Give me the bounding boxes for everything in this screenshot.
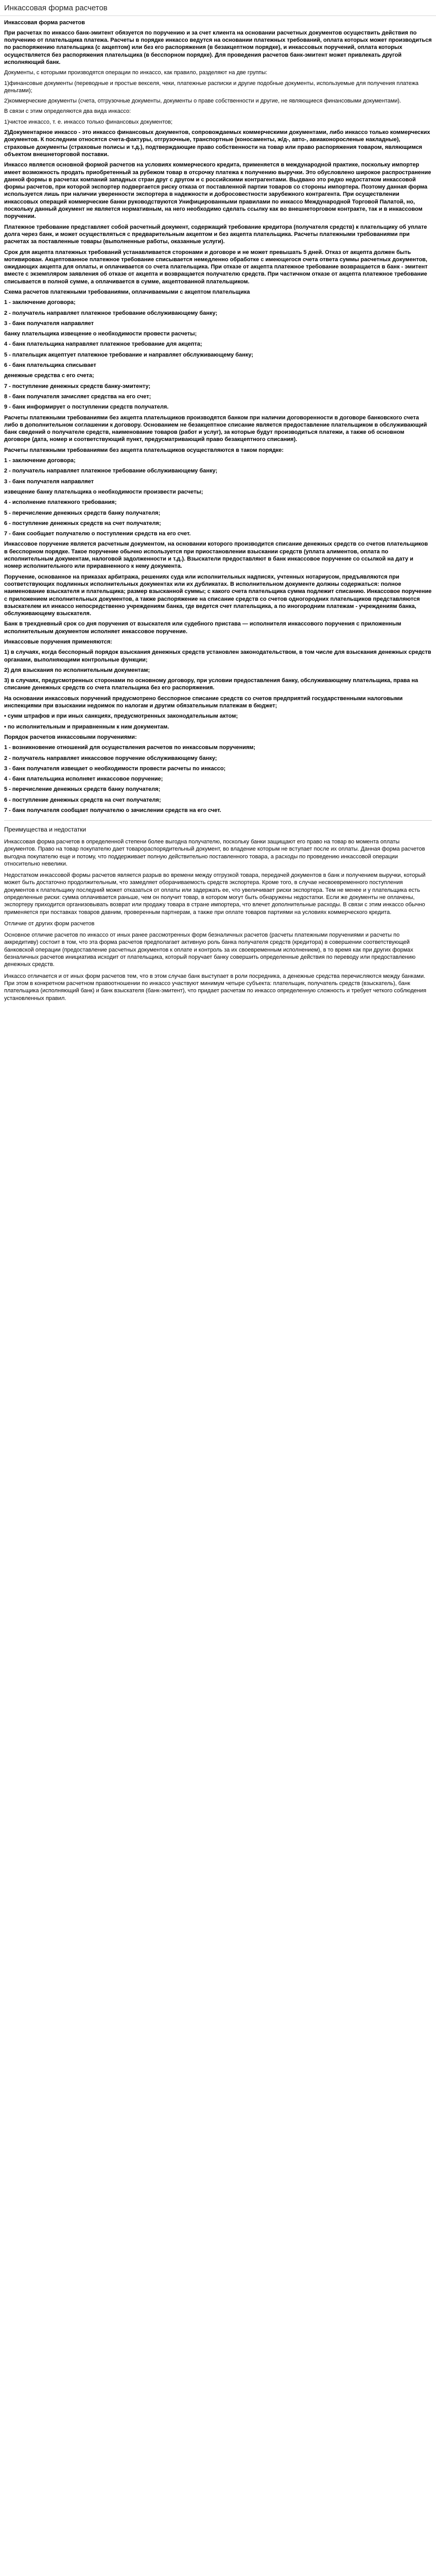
article-paragraph: 1 - заключение договора;: [4, 457, 76, 464]
article-paragraph: извещение банку плательщика о необходимости произвести расчеты;: [4, 488, 203, 495]
article-paragraph: 2 - получатель направляет инкассовое поручение обслуживающему банку;: [4, 755, 217, 761]
article-paragraph: Расчеты платежными требованиями без акцепта плательщиков осуществляются в таком порядке:: [4, 447, 284, 453]
article-body: [4, 19, 432, 815]
article-paragraph: 4 - банк плательщика направляет платежное требование для акцепта;: [4, 341, 202, 348]
article-paragraph: 3 - банк получателя направляет: [4, 478, 94, 485]
article-paragraph: 2)Документарное инкассо - это инкассо финансовых документов, сопровождаемых коммерческими документами, либо инкассо только коммерческих документов. К последним относятся счета-фактуры, отгрузочные, транспортные (коносаменты, ж/д-, авто-, авиаконоросленые накладные), страховые документы (страховые полисы и т.д.), подтверждающие право собственности на товар или право распоряжения товаром, являющимся объектом внешнеторговой поставки.: [4, 129, 430, 158]
article-paragraph: 3 - банк получателя направляет: [4, 320, 94, 327]
article-paragraph: Инкассовое поручение является расчетным документом, на основании которого производится списание денежных средств со счетов плательщиков в бесспорном порядке. Такое поручение обычно используется при приостановлении взыскании средств (уплата алиментов, оплата по исполнительным документам, налоговой задолженности и т.д.). Взыскатели предоставляют в банк инкассовое поручение со ссылкой на дату и номер исполнительного или приравненного к нему документа.: [4, 541, 428, 570]
article-paragraph: 6 - поступление денежных средств на счет получателя;: [4, 520, 161, 527]
pros-paragraph: Инкассовая форма расчетов в определенной степени более выгодна получателю, поскольку банки защищают его право на товар во момента оплаты документов. Право на товар покупателю дает товарораспорядительный документ, во владение которым не вступает после их оплаты. Данная форма расчетов выгодна покупателю еще и потому, что поддерживает полную действительно поставленного товара, а расходы по проведению инкассовой операции относительно невелики.: [4, 838, 425, 867]
article-paragraph: Срок для акцепта платежных требований устанавливается сторонами и договоре и не может превышать 5 дней. Отказ от акцепта должен быть мотивирован. Акцептованное платежное требование списывается немедленно обработке с имеющегося счета ответа суммы расчетных документов, ожидающих акцепта для оплаты, и оплачивается со счета плательщика. При отказе от акцепта платежное требование возвращается в банк - эмитент вместе с экземпляром заявления об отказе от акцепта и возвращается получателю средств. При частичном отказе от акцепта платежное требование списывается в полной сумме, а оплачивается в сумме, акцептованной плательщиком.: [4, 249, 428, 285]
article-paragraph: 8 - банк получателя зачисляет средства на его счет;: [4, 393, 151, 400]
page: [0, 0, 436, 1016]
pros-paragraph: Основное отличие расчетов по инкассо от иных ранее рассмотренных форм безналичных расчетов (расчеты платежными поручениями и расчеты по аккредитиву) состоит в том, что эта форма расчетов предполагает активную роль банка получателя средств (кредитора) в совершении соответствующей банковской операции (предоставление расчетных документов к оплате и контроль за их своевременным исполнением), в то время как при других формах безналичных расчетов инициатива исходит от плательщика, который поручает банку совершить определенные действия по переводу или предоставлению денежных средств.: [4, 932, 416, 968]
article-paragraph: 1 - заключение договора;: [4, 299, 76, 306]
pros-section: [4, 826, 432, 1002]
section-divider: [4, 820, 432, 821]
article-paragraph: 6 - банк плательщика списывает: [4, 362, 96, 369]
article-paragraph: Платежное требование представляет собой расчетный документ, содержащий требование кредитора (получателя средств) к плательщику об уплате долга через банк, и может осуществляться с предварительным акцептом и без акцепта плательщика. Расчеты платежными требованиями при расчетах за поставленные товары (выполненные работы, оказанные услуги).: [4, 224, 427, 245]
article-paragraph: 5 - плательщик акцептует платежное требование и направляет обслуживающему банку;: [4, 351, 253, 358]
pros-paragraph: Инкассо отличается и от иных форм расчетов тем, что в этом случае банк выступает в роли посредника, а денежные средства перечисляются между банками. При этом в конкретном расчетном правоотношении по инкассо участвуют минимум четыре субъекта: плательщик, получатель средств (взыскатель), банк плательщика (исполняющий банк) и банк взыскателя (банк-эмитент), что придает расчетам по инкассо определенную сложность и требует четкого соблюдения установленных правил.: [4, 973, 427, 1002]
article-paragraph: Схема расчетов платежными требованиями, оплачиваемыми с акцептом плательщика: [4, 289, 250, 295]
article-paragraph: Банк в трехдневный срок со дня поручения от взыскателя или судебного пристава — исполнителя инкассового поручения с приложенным исполнительным документом исполняет инкассовое поручение.: [4, 621, 402, 635]
page-title: Инкассовая форма расчетов: [0, 2, 436, 16]
article-paragraph: 2 - получатель направляет платежное требование обслуживающему банку;: [4, 310, 218, 316]
article-paragraph: При расчетах по инкассо банк-эмитент обязуется по поручению и за счет клиента на основании расчетных документов осуществить действия по получению от плательщика платежа. Расчеты в порядке инкассо ведутся на основании платежных требований, оплата которых может производиться по распоряжению плательщика (с акцептом) или без его распоряжения (в безакцептном порядке), и инкассовых поручений, оплата которых осуществляется без распоряжения плательщика (в бесспорном порядке). Для проведения расчетов банк-эмитент может привлекать другой исполняющий банк.: [4, 29, 432, 65]
article-paragraph: Порядок расчетов инкассовыми поручениями:: [4, 734, 137, 740]
article-paragraph: 7 - банк сообщает получателю о поступлении средств на его счет.: [4, 531, 191, 537]
article-paragraph: 5 - перечисление денежных средств банку получателя;: [4, 786, 161, 793]
article-paragraph: 7 - банк получателя сообщает получателю о зачислении средств на его счет.: [4, 807, 221, 814]
article-paragraph: 5 - перечисление денежных средств банку получателя;: [4, 510, 161, 516]
pros-paragraph: Недостатком инкассовой формы расчетов является разрыв во времени между отгрузкой товара, передачей документов в банк и получением выручки, который может быть достаточно продолжительным, что замедляет оборачиваемость средств экспортера. Кроме того, в случае несвоевременного поступления документов к плательщику последний может отказаться от оплаты или задержать ее, что увеличивает риски экспортера. Тем не менее и у плательщика есть определенные риски: сумма оплачивается раньше, чем он получит товар, в котором могут быть обнаружены недостатки. Если же документы не оплачены, экспортеру приходится организовывать возврат или продажу товара в стране импортера, что влечет дополнительные расходы. В связи с этим инкассо обычно применяется при поставках товаров давним, проверенным партнерам, а также при оплате товаров партиями на условиях коммерческого кредита.: [4, 872, 426, 916]
article-paragraph: 2)коммерческие документы (счета, отгрузочные документы, документы о праве собственности и другие, не являющиеся финансовыми документами).: [4, 98, 402, 105]
article-paragraph: 1)чистое инкассо, т. е. инкассо только финансовых документов;: [4, 118, 173, 125]
article-paragraph: 3 - банк получателя извещает о необходимости провести расчеты по инкассо;: [4, 765, 226, 772]
article-paragraph: В связи с этим определяются два вида инкассо:: [4, 108, 131, 115]
article-paragraph: 1)финансовые документы (переводные и простые векселя, чеки, платежные расписки и другие подобные документы, используемые для получения платежа деньгами);: [4, 80, 419, 94]
article-paragraph: 7 - поступление денежных средств банку-эмитенту;: [4, 383, 151, 389]
article-paragraph: банку плательщика извещение о необходимости провести расчеты;: [4, 331, 197, 337]
article-paragraph: Поручение, основанное на приказах арбитража, решениях суда или исполнительных надписях, учтенных нотариусом, предъявляются при соответствующих подлинных исполнительных документах или их дубликатах. В исполнительном документе должны содержаться: полное наименование взыскателя и плательщика; размер взысканной суммы; с какого счета плательщика сумма подлежит списанию. Инкассовое поручение с приложением исполнительных документов, а также распоряжение на списание средств со счетов одногородних плательщиков представляются взыскателем ил инкассо непосредственно учреждениям банка, где ведется счет плательщика, а по иногородним платежам - учреждениям банка, обслуживающему взыскателя.: [4, 573, 432, 617]
article-paragraph: • по исполнительным и приравненным к ним документам.: [4, 723, 169, 730]
article-paragraph: Документы, с которыми производятся операции по инкассо, как правило, разделяют на две группы:: [4, 70, 268, 76]
article-paragraph: 2 - получатель направляет платежное требование обслуживающему банку;: [4, 468, 218, 474]
article-paragraph: 4 - исполнение платежного требования;: [4, 499, 117, 506]
article-paragraph: Инкассовые поручения применяются:: [4, 638, 112, 645]
article-paragraph: 1) в случаях, когда бесспорный порядок взыскания денежных средств установлен законодательством, в том числе для взыскания денежных средств органами, выполняющими контрольные функции;: [4, 649, 431, 663]
article-paragraph: 9 - банк информирует о поступлении средств получателя.: [4, 404, 169, 411]
article-paragraph: • сумм штрафов и при иных санкциях, предусмотренных законодательным актом;: [4, 713, 238, 720]
article-paragraph: 2) для взыскания по исполнительным документам;: [4, 667, 150, 673]
article-paragraph: 3) в случаях, предусмотренных сторонами по основному договору, при условии предоставления банку, обслуживающему плательщика, права на списание денежных средств со счета плательщика без его распоряжения.: [4, 677, 418, 691]
article-paragraph: 4 - банк плательщика исполняет инкассовое поручение;: [4, 776, 163, 783]
pros-section-title: Преимущества и недостатки: [4, 826, 86, 834]
article-paragraph: На основании инкассовых поручений предусмотрено бесспорное списание средств со счетов предприятий государственными налоговыми инспекциями при взыскании недоимок по налогам и другим обязательным платежам в бюджет;: [4, 695, 403, 709]
article-paragraph: 1 - возникновение отношений для осуществления расчетов по инкассовым поручениям;: [4, 744, 256, 751]
pros-paragraph: Отличие от других форм расчетов: [4, 920, 95, 927]
article-paragraph: 6 - поступление денежных средств на счет получателя;: [4, 796, 161, 803]
article-paragraph: денежные средства с его счета;: [4, 372, 94, 379]
article-paragraph: Инкассовая форма расчетов: [4, 19, 85, 26]
article-paragraph: Расчеты платежными требованиями без акцепта плательщиков производятся банком при наличии договоренности в договоре банковского счета либо в дополнительном соглашении к договору. Основанием не безакцептное списание является предоставление плательщиком в обслуживающий банк сведений о получателе средств, наименование товаров (работ и услуг), за которые будут производиться платежи, а также об основном договоре (дата, номер и соответствующий пункт, предусматривающий право безакцептного списания).: [4, 414, 427, 443]
article-paragraph: Инкассо является основной формой расчетов на условиях коммерческого кредита, применяется в международной практике, поскольку импортер имеет возможность продать приобретенный за рубежом товар в отсрочку платежа к получению выручки. Это обусловлено широкое распространение данной формы в расчетах компаний западных стран друг с другом и с российскими контрагентами. Выдвано это редко недостатком инкассовой формы расчетов, при которой экспортер подвергается риску отказа от поставленной партии товаров со стороны импортера. Поэтому данная форма используется лишь при наличии уверенности экспортера в надежности и добросовестности зарубежного контрагента. При осуществлении инкассовых операций коммерческие банки руководствуются Унифицированными правилами по инкассо Международной Торговой Палатой, но, поскольку данный документ не является нормативным, на него необходимо сделать ссылку как во внешнеторговом контракте, так и в инкассовом поручении.: [4, 162, 431, 220]
